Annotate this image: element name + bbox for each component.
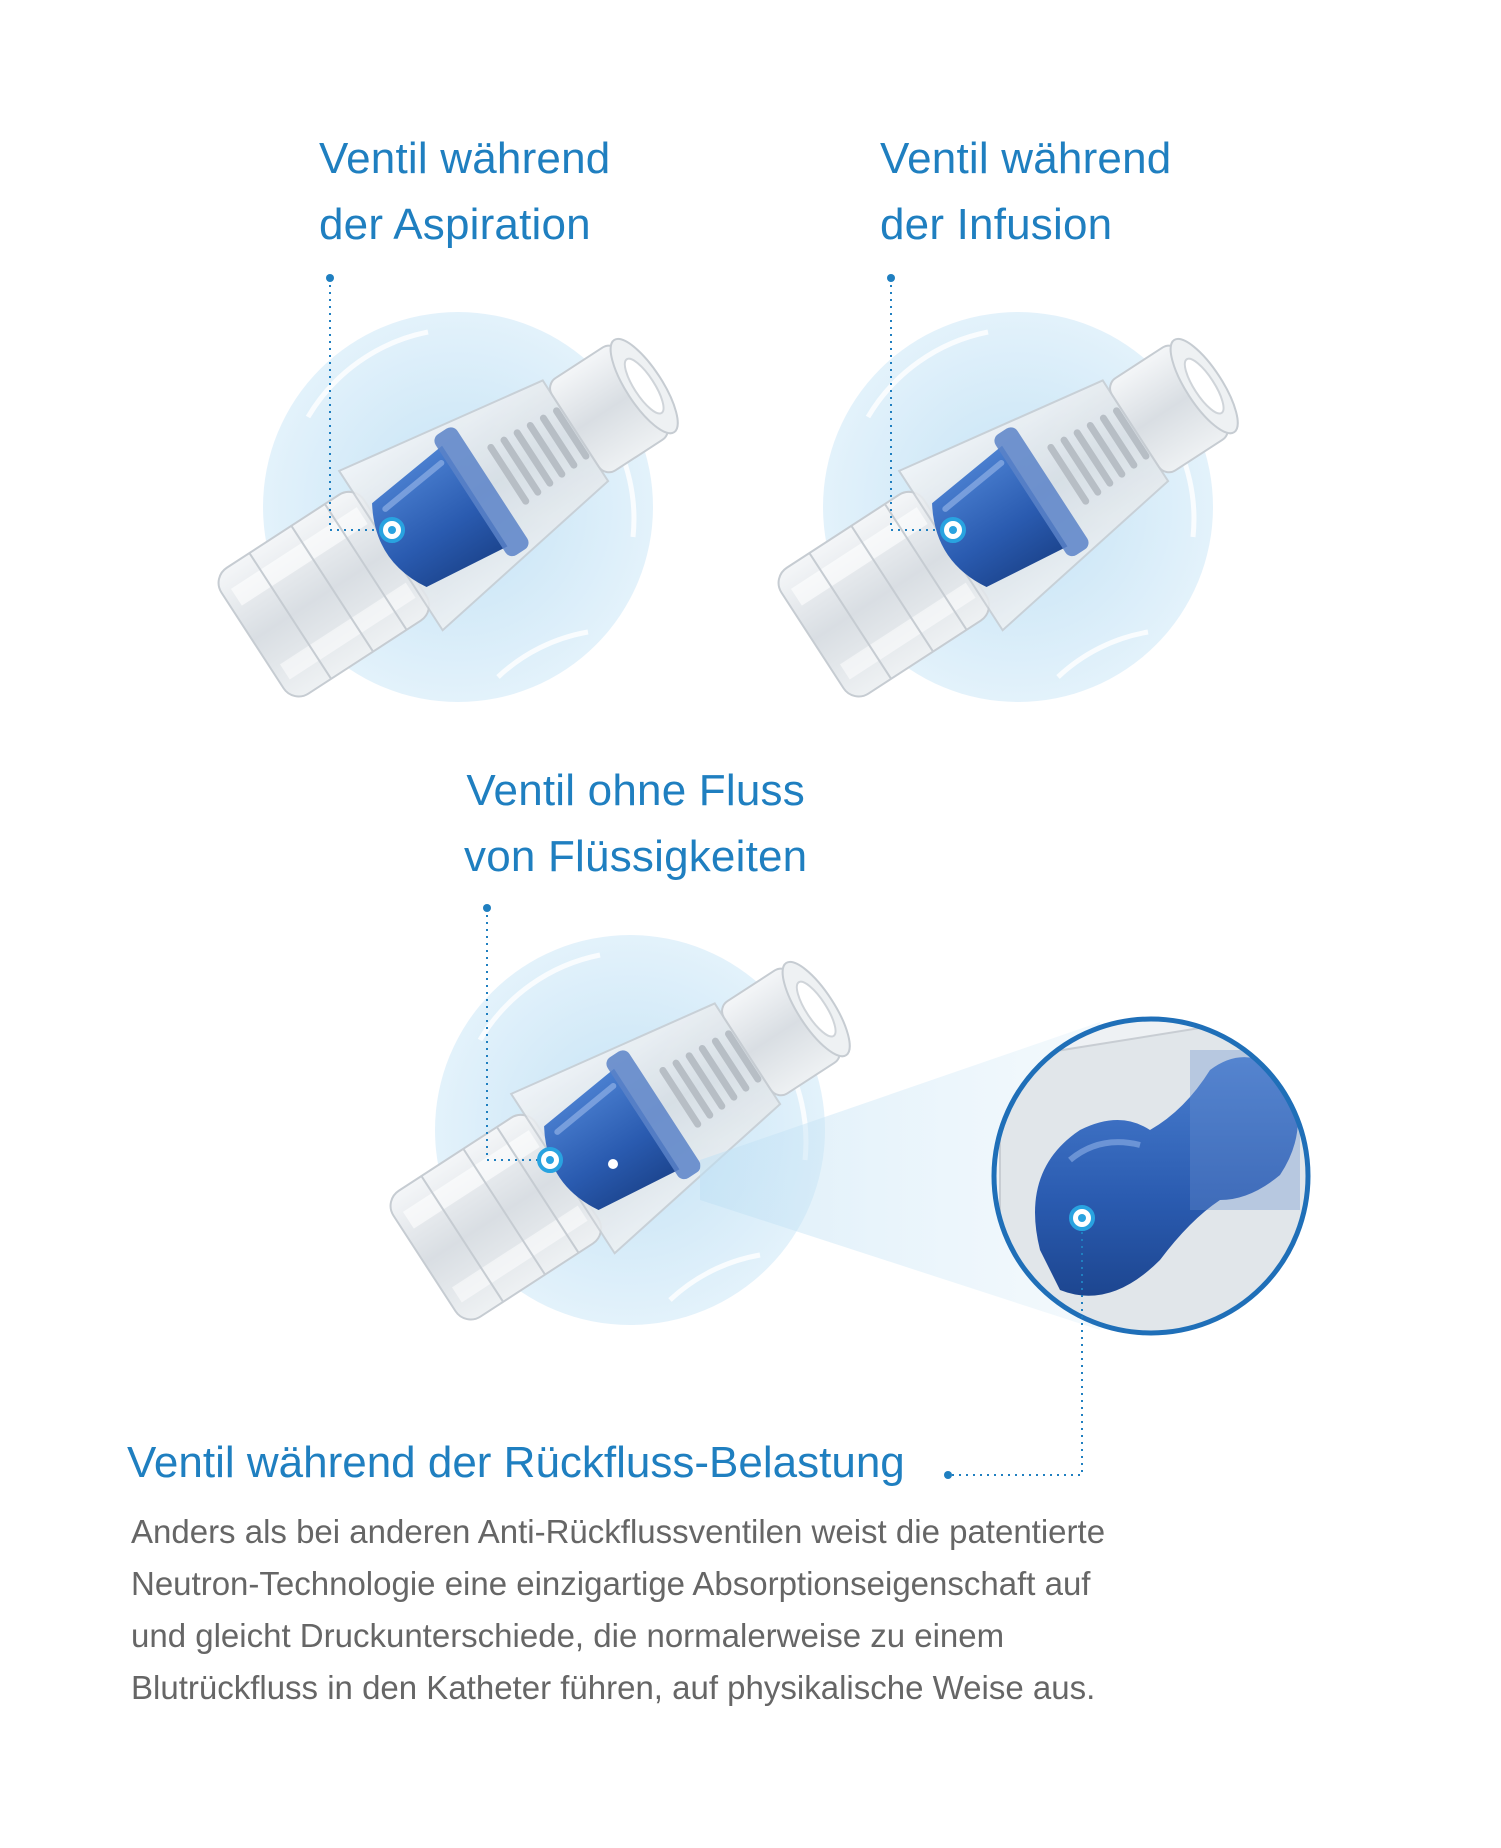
label-no-flow-line-1: Ventil ohne Fluss: [466, 766, 805, 815]
valve-aspiration-illustration: [201, 297, 711, 720]
backflow-heading: Ventil während der Rückfluss-Belastung: [127, 1438, 905, 1487]
label-infusion-line-2: der Infusion: [880, 200, 1113, 249]
description-line-1: Anders als bei anderen Anti-Rückflussventilen weist die patentierte: [131, 1513, 1106, 1550]
description-line-3: und gleicht Druckunterschiede, die normalerweise zu einem: [131, 1617, 1005, 1654]
description-line-4: Blutrückfluss in den Katheter führen, auf physikalische Weise aus.: [131, 1669, 1096, 1706]
marker-backflow: [1071, 1207, 1093, 1229]
label-no-flow: [464, 758, 807, 890]
description-line-2: Neutron-Technologie eine einzigartige Absorptionseigenschaft auf: [131, 1565, 1091, 1602]
marker-aspiration: [381, 519, 403, 541]
label-infusion: [880, 126, 1171, 258]
label-aspiration-line-1: Ventil während: [319, 134, 611, 183]
marker-infusion: [942, 519, 964, 541]
leader-dot-backflow: [944, 1471, 952, 1479]
label-infusion-line-1: Ventil während: [880, 134, 1172, 183]
label-no-flow-line-2: von Flüssigkeiten: [464, 832, 808, 881]
label-aspiration: [319, 126, 610, 258]
leader-dot-infusion: [887, 274, 895, 282]
leader-dot-noflow: [483, 904, 491, 912]
valve-infusion-illustration: [761, 297, 1271, 720]
description-paragraph: [131, 1506, 1331, 1714]
leader-dot-aspiration: [326, 274, 334, 282]
label-aspiration-line-2: der Aspiration: [319, 200, 591, 249]
